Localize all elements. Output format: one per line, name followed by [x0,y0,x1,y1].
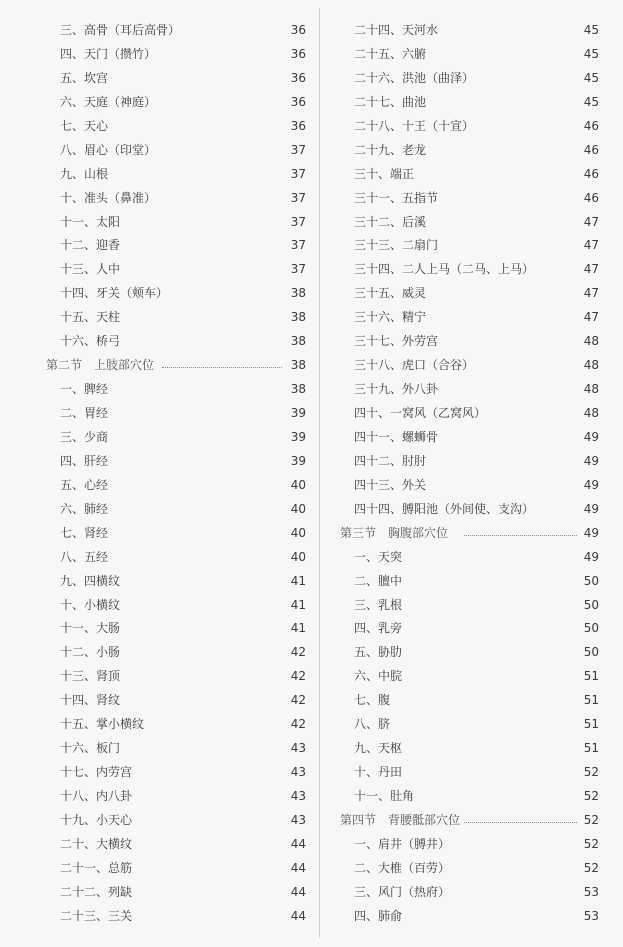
entry-title: 十一、太阳 [60,214,121,229]
toc-entry [322,115,623,139]
toc-entry [0,330,312,354]
page-number: 42 [290,693,306,708]
page-number: 49 [583,549,599,564]
toc-entry [322,641,623,665]
toc-entry [322,450,623,474]
page-number: 41 [290,621,306,636]
page-number: 47 [583,214,599,229]
page-number: 38 [290,310,306,325]
toc-entry [322,713,623,737]
toc-entry [322,354,623,378]
toc-entry [0,498,312,522]
page-number: 44 [290,884,306,899]
page-number: 51 [583,669,599,684]
entry-title: 一、肩井（膊井） [354,836,451,851]
dot-leader [464,535,577,536]
entry-title: 七、肾经 [60,525,109,540]
entry-title: 六、肺经 [60,501,109,516]
entry-title: 十二、迎香 [60,238,121,253]
entry-title: 七、腹 [354,693,391,708]
toc-entry [322,378,623,402]
entry-title: 四十四、膊阳池（外间使、支沟） [354,501,535,516]
entry-title: 四十三、外关 [354,477,427,492]
page-number: 52 [583,812,599,827]
entry-title: 十三、人中 [60,262,121,277]
entry-title: 七、天心 [60,118,109,133]
toc-entry [0,785,312,809]
page-number: 44 [290,860,306,875]
entry-title: 十八、内八卦 [60,789,133,803]
toc-entry [322,737,623,761]
page-number: 49 [583,501,599,516]
page-number: 48 [583,382,599,397]
page-number: 45 [583,94,599,109]
toc-entry [0,594,312,618]
page-number: 51 [583,741,599,756]
page-number: 37 [290,190,306,205]
entry-title: 十一、大肠 [60,621,121,636]
toc-entry [322,617,623,641]
section-title: 第四节 背腰骶部穴位 [340,812,461,827]
entry-title: 十一、肚角 [354,789,415,803]
entry-title: 八、眉心（印堂） [60,142,157,157]
dot-leader [464,822,577,823]
entry-title: 二十二、列缺 [60,884,133,899]
entry-title: 十四、牙关（颊车） [60,286,169,301]
toc-entry [0,617,312,641]
page-number: 45 [583,23,599,37]
toc-entry [322,546,623,570]
page-number: 51 [583,717,599,732]
toc-entry [322,258,623,282]
toc-entry [322,570,623,594]
toc-entry [322,905,623,929]
page-number: 42 [290,645,306,660]
page-number: 44 [290,908,306,923]
toc-entry [322,234,623,258]
page-number: 43 [290,789,306,803]
page-number: 36 [290,70,306,85]
entry-title: 四十一、螺蛳骨 [354,429,439,444]
page-number: 49 [583,429,599,444]
toc-section-heading [322,809,623,833]
entry-title: 十、丹田 [354,765,403,780]
entry-title: 三十五、威灵 [354,286,427,301]
entry-title: 十六、桥弓 [60,334,121,349]
section-title: 第二节 上肢部穴位 [46,358,155,373]
entry-title: 十五、天柱 [60,310,121,325]
toc-entry [0,522,312,546]
page-number: 46 [583,166,599,181]
entry-title: 十、准头（鼻准） [60,190,157,205]
entry-title: 一、天突 [354,549,403,564]
entry-title: 十四、肾纹 [60,693,121,708]
toc-entry [322,785,623,809]
page-number: 47 [583,238,599,253]
entry-title: 二十四、天河水 [354,23,439,37]
toc-entry [0,665,312,689]
entry-title: 二十三、三关 [60,908,133,923]
entry-title: 二十、大横纹 [60,836,133,851]
toc-entry [0,833,312,857]
page-number: 52 [583,765,599,780]
entry-title: 三十二、后溪 [354,214,427,229]
entry-title: 三十九、外八卦 [354,382,439,397]
page-number: 45 [583,70,599,85]
entry-title: 二十八、十王（十宣） [354,118,475,133]
entry-title: 九、天枢 [354,741,403,756]
page-number: 36 [290,118,306,133]
entry-title: 二、大椎（百劳） [354,860,451,875]
page-number: 44 [290,836,306,851]
toc-left-column [0,19,312,929]
entry-title: 六、天庭（神庭） [60,94,157,109]
page-number: 52 [583,836,599,851]
page-number: 39 [290,429,306,444]
toc-entry [322,282,623,306]
entry-title: 九、山根 [60,166,109,181]
page-number: 47 [583,262,599,277]
page-number: 42 [290,669,306,684]
entry-title: 四、肝经 [60,453,109,468]
toc-entry [322,139,623,163]
toc-entry [322,833,623,857]
entry-title: 二、膻中 [354,573,403,588]
toc-entry [0,809,312,833]
entry-title: 三十一、五指节 [354,190,439,205]
entry-title: 五、心经 [60,477,109,492]
dot-leader [162,367,282,368]
page-number: 38 [290,358,306,373]
page-number: 38 [290,334,306,349]
page-number: 47 [583,286,599,301]
toc-entry [0,378,312,402]
toc-entry [0,546,312,570]
page-number: 36 [290,46,306,61]
toc-entry [322,91,623,115]
page-number: 38 [290,382,306,397]
page-number: 51 [583,693,599,708]
page-number: 50 [583,573,599,588]
entry-title: 二十五、六腑 [354,46,427,61]
page-number: 37 [290,214,306,229]
toc-entry [0,881,312,905]
page-number: 48 [583,334,599,349]
entry-title: 四、天门（攒竹） [60,46,157,61]
toc-entry [0,641,312,665]
entry-title: 五、坎宫 [60,70,109,85]
toc-entry [322,665,623,689]
page-number: 37 [290,142,306,157]
page-number: 49 [583,453,599,468]
entry-title: 三、高骨（耳后高骨） [60,23,181,37]
entry-title: 三、风门（热府） [354,884,451,899]
toc-entry [0,426,312,450]
page-number: 45 [583,46,599,61]
entry-title: 十七、内劳宫 [60,765,133,780]
entry-title: 三十三、二扇门 [354,238,439,253]
entry-title: 十、小横纹 [60,597,121,612]
toc-entry [0,115,312,139]
entry-title: 六、中脘 [354,669,403,684]
toc-entry [322,426,623,450]
entry-title: 二十六、洪池（曲泽） [354,70,475,85]
toc-entry [0,67,312,91]
page-number: 50 [583,597,599,612]
page-number: 38 [290,286,306,301]
page-number: 40 [290,525,306,540]
entry-title: 四十、一窝风（乙窝风） [354,406,487,420]
page-number: 36 [290,23,306,37]
page-number: 42 [290,717,306,732]
toc-entry [322,43,623,67]
page-number: 37 [290,262,306,277]
toc-entry [0,737,312,761]
toc-entry [322,402,623,426]
toc-entry [322,306,623,330]
toc-entry [0,211,312,235]
page-number: 47 [583,310,599,325]
toc-entry [0,91,312,115]
entry-title: 三十四、二人上马（二马、上马） [354,262,535,277]
entry-title: 三十、端正 [354,166,415,181]
page-number: 41 [290,573,306,588]
section-title: 第三节 胸腹部穴位 [340,525,449,540]
page-number: 46 [583,190,599,205]
toc-entry [0,857,312,881]
toc-entry [0,713,312,737]
toc-entry [0,474,312,498]
page-number: 40 [290,549,306,564]
entry-title: 十六、板门 [60,741,121,756]
page-number: 49 [583,525,599,540]
toc-entry [0,306,312,330]
page-number: 52 [583,860,599,875]
toc-entry [0,402,312,426]
toc-entry [322,330,623,354]
toc-entry [0,19,312,43]
toc-entry [0,282,312,306]
page-number: 37 [290,166,306,181]
entry-title: 五、胁肋 [354,645,403,660]
entry-title: 三十八、虎口（合谷） [354,358,475,373]
entry-title: 八、脐 [354,717,391,732]
toc-entry [0,163,312,187]
page-number: 46 [583,118,599,133]
page-number: 39 [290,453,306,468]
toc-entry [0,139,312,163]
page-number: 46 [583,142,599,157]
toc-entry [322,594,623,618]
entry-title: 二十九、老龙 [354,142,427,157]
toc-entry [322,67,623,91]
page-number: 48 [583,406,599,420]
page-number: 49 [583,477,599,492]
entry-title: 三十七、外劳宫 [354,334,439,349]
page-number: 36 [290,94,306,109]
page-number: 52 [583,789,599,803]
column-divider [319,8,320,938]
entry-title: 十二、小肠 [60,645,121,660]
toc-entry [0,187,312,211]
entry-title: 三、少商 [60,429,109,444]
toc-entry [322,19,623,43]
page-number: 50 [583,645,599,660]
toc-entry [0,450,312,474]
entry-title: 八、五经 [60,549,109,564]
entry-title: 十五、掌小横纹 [60,717,145,732]
entry-title: 四十二、肘肘 [354,453,427,468]
entry-title: 二十七、曲池 [354,94,427,109]
toc-entry [0,43,312,67]
toc-entry [322,187,623,211]
page-number: 41 [290,597,306,612]
toc-section-heading [0,354,312,378]
page-number: 40 [290,477,306,492]
toc-entry [0,570,312,594]
toc-entry [0,258,312,282]
toc-entry [322,881,623,905]
page-number: 48 [583,358,599,373]
page-number: 43 [290,741,306,756]
page-number: 53 [583,884,599,899]
entry-title: 十三、肾顶 [60,669,121,684]
toc-section-heading [322,522,623,546]
entry-title: 四、乳旁 [354,621,403,636]
entry-title: 十九、小天心 [60,812,133,827]
toc-entry [0,905,312,929]
toc-entry [322,761,623,785]
page-number: 50 [583,621,599,636]
page-number: 43 [290,812,306,827]
page-number: 39 [290,406,306,420]
toc-entry [322,163,623,187]
toc-right-column [322,19,623,929]
entry-title: 一、脾经 [60,382,109,397]
entry-title: 三十六、精宁 [354,310,427,325]
toc-entry [0,234,312,258]
entry-title: 二、胃经 [60,406,109,420]
toc-entry [322,498,623,522]
entry-title: 二十一、总筋 [60,860,133,875]
toc-entry [322,857,623,881]
toc-entry [322,689,623,713]
entry-title: 四、肺俞 [354,908,403,923]
toc-entry [322,474,623,498]
toc-entry [322,211,623,235]
entry-title: 三、乳根 [354,597,403,612]
entry-title: 九、四横纹 [60,573,121,588]
page-number: 40 [290,501,306,516]
page-number: 37 [290,238,306,253]
page-number: 43 [290,765,306,780]
toc-entry [0,689,312,713]
toc-entry [0,761,312,785]
page-number: 53 [583,908,599,923]
